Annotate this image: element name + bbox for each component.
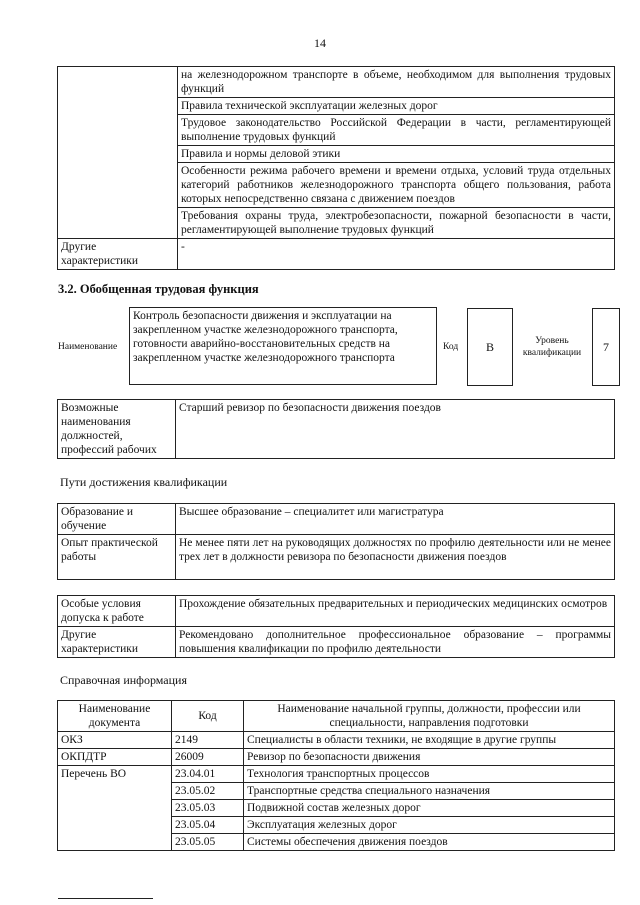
code-box: B — [467, 308, 513, 386]
table-row — [58, 596, 615, 627]
ref-code: 2149 — [172, 732, 244, 749]
reference-table — [57, 700, 615, 851]
ref-name: Транспортные средства специального назначения — [244, 783, 615, 800]
ref-doc: ОКПДТР — [58, 749, 172, 766]
positions-table — [57, 399, 615, 459]
ref-doc: Перечень ВО — [58, 766, 172, 851]
table-row — [58, 749, 615, 766]
reference-heading: Справочная информация — [60, 673, 187, 687]
ref-code: 23.05.04 — [172, 817, 244, 834]
ref-code: 23.04.01 — [172, 766, 244, 783]
table-cell: Требования охраны труда, электробезопасности, пожарной безопасности в части, регламентирующей выполнение трудовых функций — [178, 208, 615, 239]
ref-code: 23.05.02 — [172, 783, 244, 800]
page-number: 14 — [314, 36, 326, 50]
function-name-box: Контроль безопасности движения и эксплуатации на закрепленном участке железнодорожного транспорта, готовности аварийно-восстановительных средств на закрепленном участке железнодорожного транспорта — [129, 307, 437, 385]
table-row — [58, 627, 615, 658]
table-row — [58, 766, 615, 783]
table-row — [58, 732, 615, 749]
conditions-value: Прохождение обязательных предварительных и периодических медицинских осмотров — [176, 596, 615, 627]
experience-value: Не менее пяти лет на руководящих должностях по профилю деятельности или не менее трех лет в должности ревизора по безопасности движения поездов — [176, 535, 615, 580]
conditions-label: Особые условия допуска к работе — [58, 596, 176, 627]
table-cell: на железнодорожном транспорте в объеме, необходимом для выполнения трудовых функций — [178, 67, 615, 98]
other-label: Другие характеристики — [58, 627, 176, 658]
conditions-table — [57, 595, 615, 658]
ref-name: Технология транспортных процессов — [244, 766, 615, 783]
ref-code: 23.05.03 — [172, 800, 244, 817]
name-label: Наименование — [58, 342, 118, 352]
section-title: 3.2. Обобщенная трудовая функция — [58, 282, 259, 296]
header-code: Код — [172, 701, 244, 732]
table-row — [58, 504, 615, 535]
positions-label: Возможные наименования должностей, профессий рабочих — [58, 400, 176, 459]
ref-name: Ревизор по безопасности движения — [244, 749, 615, 766]
table-row — [58, 535, 615, 580]
qualification-heading: Пути достижения квалификации — [60, 475, 228, 489]
knowledge-table — [57, 66, 615, 270]
footnote-divider — [58, 898, 153, 899]
ref-name: Эксплуатация железных дорог — [244, 817, 615, 834]
header-name: Наименование начальной группы, должности, профессии или специальности, направления подготовки — [244, 701, 615, 732]
ref-name: Подвижной состав железных дорог — [244, 800, 615, 817]
ref-code: 26009 — [172, 749, 244, 766]
table-row — [58, 67, 615, 98]
ref-name: Специалисты в области техники, не входящие в другие группы — [244, 732, 615, 749]
table-row — [58, 239, 615, 270]
table-cell-label: Другие характеристики — [58, 239, 178, 270]
education-label: Образование и обучение — [58, 504, 176, 535]
ref-name: Системы обеспечения движения поездов — [244, 834, 615, 851]
ref-code: 23.05.05 — [172, 834, 244, 851]
code-label: Код — [443, 342, 459, 352]
education-table — [57, 503, 615, 580]
table-cell: Трудовое законодательство Российской Федерации в части, регламентирующей выполнение трудовых функций — [178, 115, 615, 146]
ref-doc: ОКЗ — [58, 732, 172, 749]
table-cell-left — [58, 67, 178, 239]
level-label: Уровень квалификации — [522, 336, 582, 358]
header-doc: Наименование документа — [58, 701, 172, 732]
table-cell: Правила технической эксплуатации железных дорог — [178, 98, 615, 115]
table-cell: - — [178, 239, 615, 270]
positions-value: Старший ревизор по безопасности движения поездов — [176, 400, 615, 459]
experience-label: Опыт практической работы — [58, 535, 176, 580]
table-header-row — [58, 701, 615, 732]
table-cell: Правила и нормы деловой этики — [178, 146, 615, 163]
level-box: 7 — [592, 308, 620, 386]
table-row — [58, 400, 615, 459]
education-value: Высшее образование – специалитет или магистратура — [176, 504, 615, 535]
table-cell: Особенности режима рабочего времени и времени отдыха, условий труда отдельных категорий работников железнодорожного транспорта общего пользования, работа которых непосредственно связана с движением поездов — [178, 163, 615, 208]
other-value: Рекомендовано дополнительное профессиональное образование – программы повышения квалификации по профилю деятельности — [176, 627, 615, 658]
